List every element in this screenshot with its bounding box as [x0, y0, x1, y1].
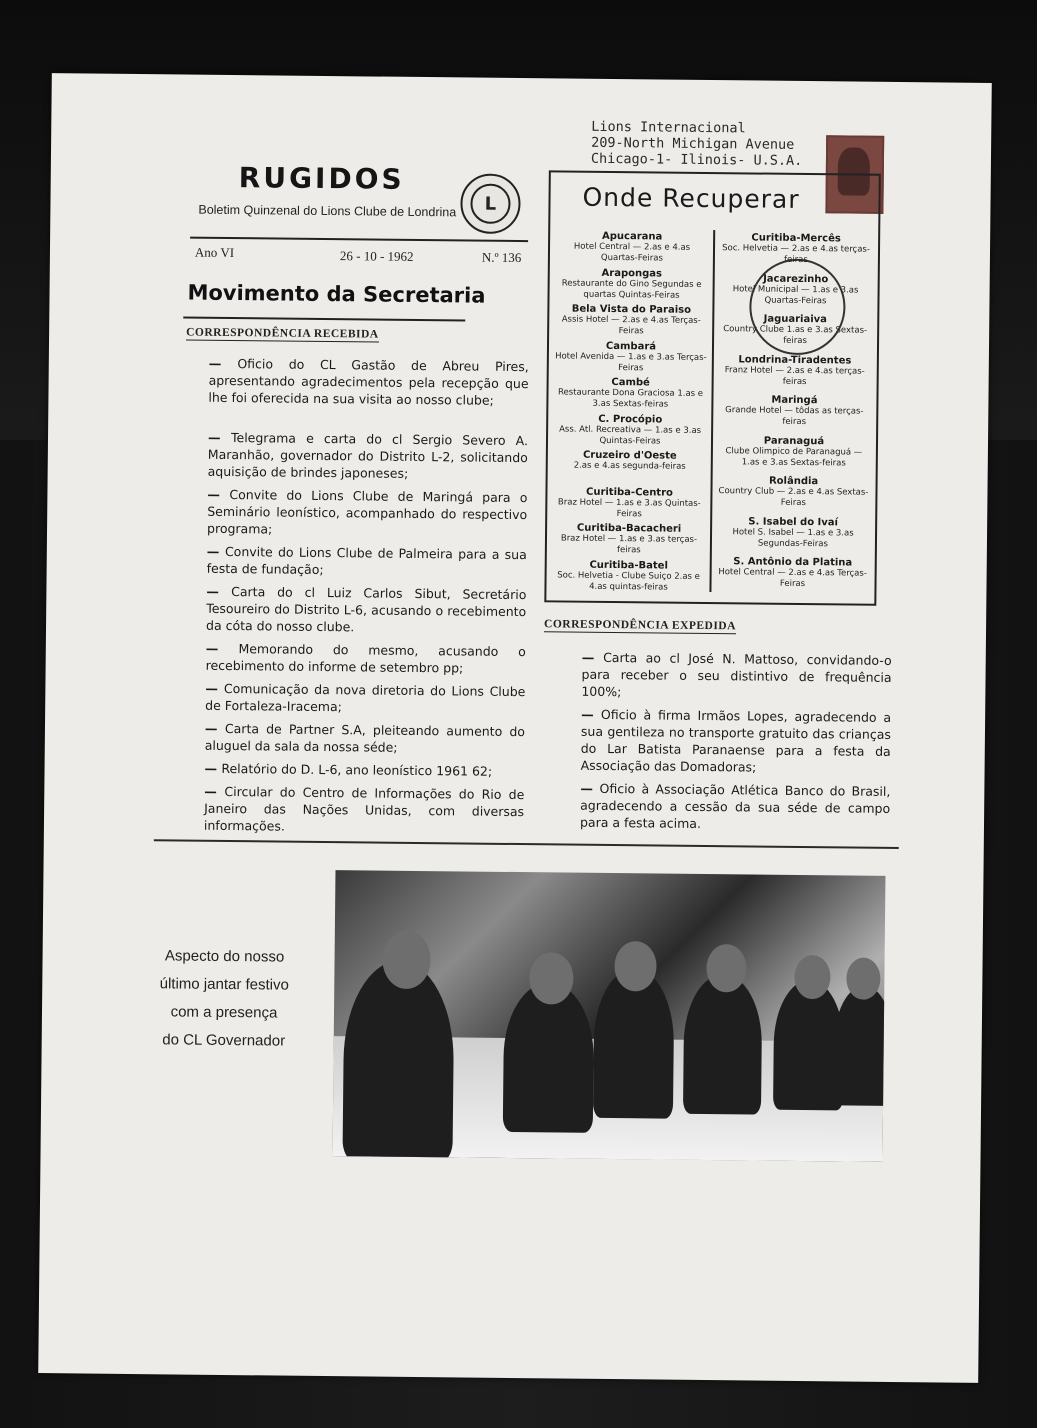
meeting-city: Bela Vista do Paraiso [571, 303, 692, 316]
caption-line: do CL Governador [162, 1031, 286, 1050]
recebida-item [207, 543, 527, 580]
meeting-entry [716, 556, 868, 591]
masthead-subtitle: Boletim Quinzenal do Lions Clube de Londrina [198, 202, 457, 220]
meeting-city: Paranaguá [763, 435, 825, 447]
address-line: Chicago-1- Ilinois- U.S.A. [590, 150, 803, 169]
item-dash: — [204, 760, 222, 776]
dinner-photo [333, 870, 886, 1162]
meeting-city: Curitiba-Bacacheri [576, 522, 682, 535]
meeting-city: S. Isabel do Ivaí [748, 515, 839, 528]
recebida-item [204, 783, 525, 837]
recebida-item [205, 680, 525, 717]
meeting-city: Curitiba-Mercês [751, 232, 841, 245]
meeting-city: Londrina-Tiradentes [738, 353, 852, 367]
recebida-item [204, 760, 524, 780]
meeting-city: C. Procópio [598, 413, 663, 426]
expedida-list [52, 73, 992, 83]
meetings-left-column [551, 172, 879, 175]
meeting-city: Arapongas [601, 267, 663, 280]
meeting-entry [555, 340, 707, 375]
photo-person [342, 960, 454, 1161]
item-dash: — [208, 355, 238, 372]
address-stamp [591, 119, 803, 169]
item-dash: — [580, 780, 600, 796]
meeting-detail: Braz Hotel — 1.as e 3.as Quintas-Feiras [557, 496, 701, 519]
meeting-detail: Hotel Central — 2.as e 4.as Quartas-Feiras [573, 241, 691, 264]
meeting-detail: Country Clube 1.as e 3.as Sextas-feiras [723, 324, 868, 347]
meeting-detail: Braz Hotel — 1.as e 3.as terças-feiras [560, 533, 698, 556]
recebida-item-text: Telegrama e carta do cl Sergio Severo A. Maranhão, governador do Distrito L-2, solicitando aquisição de brindes japoneses; [207, 430, 529, 481]
meeting-detail: Hotel Central — 2.as e 4.as Terças-Feiras [718, 567, 867, 590]
meeting-city: Cambará [605, 340, 657, 352]
meeting-city: S. Antônio da Platina [733, 556, 853, 569]
meeting-entry [554, 449, 706, 473]
recebida-item [208, 355, 529, 409]
recebida-item-text: Carta de Partner S.A, pleiteando aumento do aluguel da sala da nossa séde; [204, 720, 526, 755]
meetings-right-column [551, 172, 879, 175]
address-line: Lions Internacional [591, 118, 746, 137]
meeting-detail: Soc. Helvetia - Clube Suiço 2.as e 4.as quintas-feiras [557, 569, 700, 593]
meeting-city: Cambé [611, 376, 650, 389]
item-dash: — [206, 543, 226, 559]
meeting-entry [719, 273, 871, 308]
meeting-entry [720, 232, 872, 267]
issue-number: N.º 136 [481, 249, 522, 266]
meeting-city: Apucarana [601, 230, 663, 243]
caption-line: último jantar festivo [159, 975, 289, 994]
meeting-entry [554, 376, 706, 411]
meeting-entry [552, 559, 704, 594]
photo-caption [134, 942, 315, 1056]
meeting-entry [717, 475, 869, 510]
meetings-box [544, 170, 881, 605]
meeting-detail: Hotel S. Isabel — 1.as e 3.as Segundas-Feiras [732, 526, 854, 549]
issue-year: Ano VI [194, 244, 235, 261]
item-dash: — [207, 429, 232, 446]
lions-logo-letter: L [470, 184, 510, 224]
meeting-entry [718, 435, 870, 470]
masthead-rule [190, 237, 528, 243]
meeting-city: Rolândia [768, 475, 819, 488]
meeting-entry [554, 413, 706, 448]
meeting-city: Cruzeiro d'Oeste [582, 449, 677, 462]
meeting-detail: Hotel Municipal — 1.as e 3.as Quartas-Feiras [732, 283, 859, 306]
recebida-item-text: Memorando do mesmo, acusando o recebimento do informe de setembro pp; [205, 641, 526, 676]
meeting-detail: Assis Hotel — 2.as e 4.as Terças-Feiras [561, 314, 701, 337]
section-title-rule [183, 317, 465, 321]
caption-line: Aspecto do nosso [164, 947, 285, 966]
item-dash: — [206, 583, 232, 600]
expedida-item [580, 780, 891, 834]
meeting-city: Curitiba-Batel [589, 559, 668, 572]
lions-logo [460, 173, 521, 234]
meeting-detail: Hotel Avenida — 1.as e 3.as Terças-Feiras [555, 350, 707, 373]
item-dash: — [205, 680, 225, 696]
caption-line: com a presença [170, 1003, 278, 1022]
photo-person [503, 982, 595, 1133]
meeting-entry [555, 267, 707, 302]
recebida-item-text: Comunicação da nova diretoria do Lions Clube de Fortaleza-Iracema; [205, 680, 526, 715]
meeting-entry [719, 313, 871, 348]
meeting-entry [555, 303, 707, 338]
recebida-item-text: Carta do cl Luiz Carlos Sibut, Secretário Tesoureiro do Distrito L-6, acusando o recebimento da cóta do nosso clube. [205, 584, 527, 635]
photo-person [683, 974, 762, 1115]
item-dash: — [204, 720, 226, 736]
recebida-item [208, 429, 529, 483]
meeting-city: Maringá [771, 394, 818, 407]
meeting-entry [718, 394, 870, 429]
recebida-item-text: Circular do Centro de Informações do Rio de Janeiro das Nações Unidas, com diversas informações. [203, 783, 525, 834]
expedida-item [581, 649, 892, 703]
expedida-item-text: Carta ao cl José N. Mattoso, convidando-o para receber o seu distintivo de frequência 100%; [581, 649, 892, 700]
item-dash: — [581, 649, 604, 665]
section-divider [154, 839, 899, 849]
masthead-title: RUGIDOS [238, 161, 405, 196]
meeting-entry [553, 486, 705, 521]
meeting-entry [553, 522, 705, 557]
recebida-item-text: Convite do Lions Clube de Maringá para o Seminário leonístico, acompanhado do respectivo programa; [206, 486, 528, 537]
meeting-city: Jacarezinho [763, 273, 829, 285]
recebida-item-text: Oficio do CL Gastão de Abreu Pires, apresentando agradecimentos pela recepção que lhe foi oferecida na sua visita ao nosso clube; [208, 356, 529, 408]
meeting-detail: Country Club — 2.as e 4.as Sextas-Feiras [718, 486, 869, 509]
item-dash: — [207, 486, 230, 502]
expedida-heading: CORRESPONDÊNCIA EXPEDIDA [544, 618, 737, 633]
recebida-list [52, 73, 992, 83]
item-dash: — [205, 640, 239, 657]
meeting-detail: 2.as e 4.as segunda-feiras [573, 460, 686, 472]
meeting-detail: Grande Hotel — tôdas as terças-feiras [725, 405, 864, 428]
recebida-item [206, 583, 527, 637]
address-line: 209-North Michigan Avenue [591, 134, 795, 153]
meeting-city: Jaguariaiva [763, 313, 827, 326]
recebida-item-text: Convite do Lions Clube de Palmeira para a sua festa de fundação; [206, 543, 527, 577]
meeting-detail: Franz Hotel — 2.as e 4.as terças-feiras [724, 364, 865, 387]
meetings-column-divider [709, 230, 714, 592]
newsletter-page [38, 73, 992, 1383]
recebida-item [207, 486, 528, 540]
issue-date: 26 - 10 - 1962 [339, 248, 414, 264]
recebida-item [205, 720, 525, 757]
recebida-item [206, 640, 526, 677]
item-dash: — [204, 783, 225, 799]
meeting-detail: Ass. Atl. Recreativa — 1.as e 3.as Quintas-Feiras [559, 423, 702, 447]
meeting-entry [717, 516, 869, 551]
meeting-detail: Soc. Helvetia — 2.as e 4.as terças-feiras [722, 243, 870, 266]
recebida-heading: CORRESPONDÊNCIA RECEBIDA [186, 326, 379, 341]
expedida-item-text: Oficio à firma Irmãos Lopes, agradecendo a sua gentileza no transporte gratuito das crianças do Lar Batista Paranaense para a festa da Associação das Domadoras; [580, 706, 892, 775]
photo-person [833, 985, 885, 1106]
item-dash: — [581, 706, 602, 722]
meeting-city: Curitiba-Centro [585, 486, 673, 499]
expedida-item [581, 706, 892, 777]
meeting-detail: Restaurante do Gino Segundas e quartas Quintas-Feiras [561, 277, 702, 301]
meeting-detail: Restaurante Dona Graciosa 1.as e 3.as Sextas-feiras [557, 387, 704, 410]
meeting-detail: Clube Olimpico de Paranaguá — 1.as e 3.as Sextas-feiras [725, 445, 863, 468]
meeting-entry [556, 230, 708, 265]
recebida-item-text: Relatório do D. L-6, ano leonístico 1961 62; [221, 760, 493, 779]
meetings-box-title: Onde Recuperar [582, 182, 800, 214]
expedida-item-text: Oficio à Associação Atlética Banco do Brasil, agradecendo a cessão da sua séde de campo para a festa acima. [579, 780, 891, 831]
meeting-entry [719, 354, 871, 389]
section-title: Movimento da Secretaria [187, 280, 486, 308]
